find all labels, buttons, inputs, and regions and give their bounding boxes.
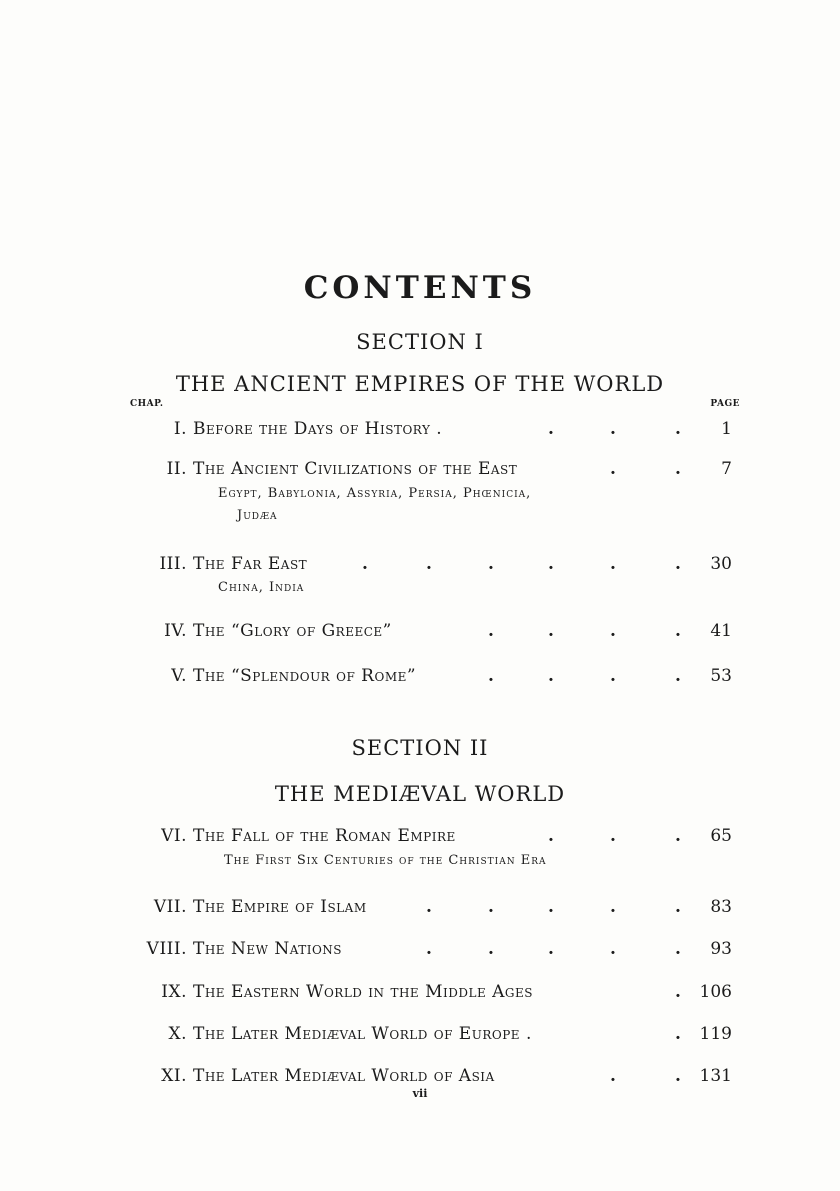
chapter-title: The “Splendour of Rome” [193, 666, 417, 686]
dot-leader: . . . [548, 419, 681, 439]
chapter-title: Before the Days of History . [193, 419, 443, 439]
chapter-number: IX. [161, 982, 187, 1002]
dot-leader: . . . . . [426, 939, 681, 959]
chapter-title: The Later Mediæval World of Asia [193, 1066, 495, 1086]
dot-leader: . [675, 982, 681, 1002]
chapter-subtitle: Egypt, Babylonia, Assyria, Persia, Phœnicia, [218, 486, 532, 501]
chapter-number: VI. [161, 826, 187, 846]
toc-entry-8 [130, 936, 740, 962]
toc-entry-4 [130, 618, 740, 644]
chapter-title: The Eastern World in the Middle Ages [193, 982, 533, 1002]
toc-entry-6 [130, 823, 740, 849]
toc-entry-9 [130, 979, 740, 1005]
chapter-title: The Far East [193, 554, 308, 574]
dot-leader: . . [610, 1066, 681, 1086]
page-number: 93 [710, 939, 732, 959]
chapter-title: The “Glory of Greece” [193, 621, 392, 641]
chapter-title: The Fall of the Roman Empire [193, 826, 456, 846]
section-2-heading: THE MEDIÆVAL WORLD [274, 782, 566, 806]
page-number: 83 [710, 897, 732, 917]
toc-entry-3 [130, 551, 740, 577]
toc-entry-2 [130, 456, 740, 482]
dot-leader: . . . . . [426, 897, 681, 917]
page-number: 41 [710, 621, 732, 641]
section-2-label: SECTION II [351, 736, 489, 760]
page-number: 65 [710, 826, 732, 846]
chapter-title: The Ancient Civilizations of the East [193, 459, 518, 479]
chapter-subtitle: Judæa [237, 508, 278, 523]
toc-entry-10 [130, 1021, 740, 1047]
page-number: 119 [699, 1024, 732, 1044]
chapter-subtitle: China, India [218, 580, 305, 595]
toc-entry-7 [130, 894, 740, 920]
page-number: 106 [699, 982, 732, 1002]
chapter-subtitle: The First Six Centuries of the Christian Era [224, 853, 547, 868]
dot-leader: . . . [548, 826, 681, 846]
section-1-heading: THE ANCIENT EMPIRES OF THE WORLD [175, 372, 665, 396]
page-number: 30 [710, 554, 732, 574]
chapter-title: The Later Mediæval World of Europe . [193, 1024, 532, 1044]
dot-leader: . . . . [488, 666, 681, 686]
toc-entry-1 [130, 416, 740, 442]
page-number: 7 [721, 459, 732, 479]
page-number: 1 [721, 419, 732, 439]
chapter-number: XI. [161, 1066, 187, 1086]
chapter-number: V. [171, 666, 187, 686]
chapter-number: I. [173, 419, 187, 439]
chapter-number: VIII. [146, 939, 187, 959]
chapter-title: The New Nations [193, 939, 343, 959]
toc-entry-11 [130, 1063, 740, 1089]
chap-column-label: CHAP. [130, 399, 164, 409]
chapter-number: III. [159, 554, 187, 574]
dot-leader: . [675, 1024, 681, 1044]
chapter-number: II. [166, 459, 187, 479]
page-title: CONTENTS [303, 270, 537, 306]
page-number: 131 [699, 1066, 732, 1086]
dot-leader: . . [610, 459, 681, 479]
chapter-title: The Empire of Islam [193, 897, 367, 917]
chapter-number: VII. [153, 897, 187, 917]
page-column-label: PAGE [710, 399, 740, 409]
page-folio: vii [412, 1087, 428, 1100]
chapter-number: IV. [164, 621, 187, 641]
chapter-number: X. [168, 1024, 187, 1044]
section-1-label: SECTION I [356, 330, 484, 354]
toc-entry-5 [130, 663, 740, 689]
page-number: 53 [710, 666, 732, 686]
dot-leader: . . . . . . [362, 554, 681, 574]
dot-leader: . . . . [488, 621, 681, 641]
